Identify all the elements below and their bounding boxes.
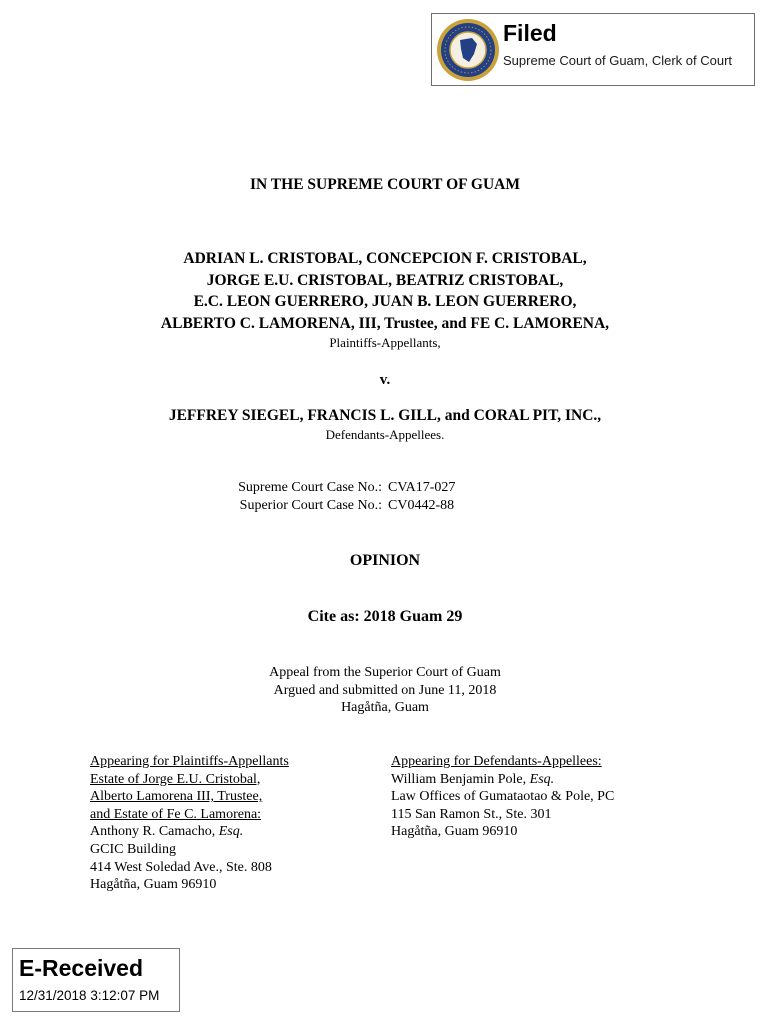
address-line: Hagåtña, Guam 96910 xyxy=(391,824,518,840)
case-number-row xyxy=(0,479,770,497)
e-received-timestamp: 12/31/2018 3:12:07 PM xyxy=(19,988,160,1003)
counsel-heading-line: and Estate of Fe C. Lamorena: xyxy=(90,806,262,822)
plaintiffs-role: Plaintiffs-Appellants, xyxy=(329,335,441,350)
e-received-title: E-Received xyxy=(19,955,144,981)
filed-stamp-title: Filed xyxy=(503,20,557,46)
defendants-line: JEFFREY SIEGEL, FRANCIS L. GILL, and CORAL PIT, INC., xyxy=(168,407,602,424)
appeal-info-line: Hagåtña, Guam xyxy=(341,700,429,715)
counsel-heading-line: Appearing for Plaintiffs-Appellants xyxy=(90,754,289,769)
address-line: Law Offices of Gumataotao & Pole, PC xyxy=(391,789,615,805)
attorney-suffix: Esq. xyxy=(218,824,244,840)
case-number-label: Supreme Court Case No.: xyxy=(238,480,382,495)
address-line: 414 West Soledad Ave., Ste. 808 xyxy=(90,859,272,875)
counsel-heading-line: Estate of Jorge E.U. Cristobal, xyxy=(90,771,261,787)
attorney-name xyxy=(90,823,289,841)
counsel-heading-line: Appearing for Defendants-Appellees: xyxy=(391,754,602,769)
case-numbers xyxy=(0,479,770,515)
citation: Cite as: 2018 Guam 29 xyxy=(307,608,463,625)
plaintiffs-counsel xyxy=(90,753,289,894)
address-line: Hagåtña, Guam 96910 xyxy=(90,877,217,893)
opinion-heading: OPINION xyxy=(349,552,421,569)
defendants-role: Defendants-Appellees. xyxy=(325,427,445,442)
defendants-counsel xyxy=(391,753,614,841)
address-line: 115 San Ramon St., Ste. 301 xyxy=(391,806,552,822)
appeal-info-line: Appeal from the Superior Court of Guam xyxy=(269,665,501,680)
appeal-info xyxy=(0,664,770,717)
plaintiffs-line: E.C. LEON GUERRERO, JUAN B. LEON GUERRERO, xyxy=(193,293,577,310)
counsel-heading-line: Alberto Lamorena III, Trustee, xyxy=(90,789,263,805)
plaintiffs-block xyxy=(0,248,770,351)
versus-label: v. xyxy=(379,372,391,388)
address-line: GCIC Building xyxy=(90,841,176,857)
plaintiffs-line: JORGE E.U. CRISTOBAL, BEATRIZ CRISTOBAL, xyxy=(206,271,564,289)
case-number-value: CVA17-027 xyxy=(388,480,456,495)
supreme-court-seal-icon xyxy=(436,18,500,82)
attorney-name xyxy=(391,771,614,789)
e-received-stamp xyxy=(12,948,180,1012)
attorney-name-text: Anthony R. Camacho, xyxy=(90,824,219,840)
court-title: IN THE SUPREME COURT OF GUAM xyxy=(249,176,520,193)
filed-stamp-subtitle: Supreme Court of Guam, Clerk of Court xyxy=(503,53,733,68)
case-number-value: CV0442-88 xyxy=(388,498,455,513)
attorney-name-text: William Benjamin Pole, xyxy=(391,771,530,787)
case-number-label: Superior Court Case No.: xyxy=(239,498,382,513)
defendants-block xyxy=(0,405,770,443)
appeal-info-line: Argued and submitted on June 11, 2018 xyxy=(273,682,497,698)
attorney-suffix: Esq. xyxy=(529,771,555,787)
plaintiffs-line: ADRIAN L. CRISTOBAL, CONCEPCION F. CRISTOBAL, xyxy=(183,250,587,267)
filed-stamp xyxy=(431,13,755,86)
case-number-row xyxy=(0,497,770,515)
plaintiffs-line: ALBERTO C. LAMORENA, III, Trustee, and FE C. LAMORENA, xyxy=(160,314,610,332)
